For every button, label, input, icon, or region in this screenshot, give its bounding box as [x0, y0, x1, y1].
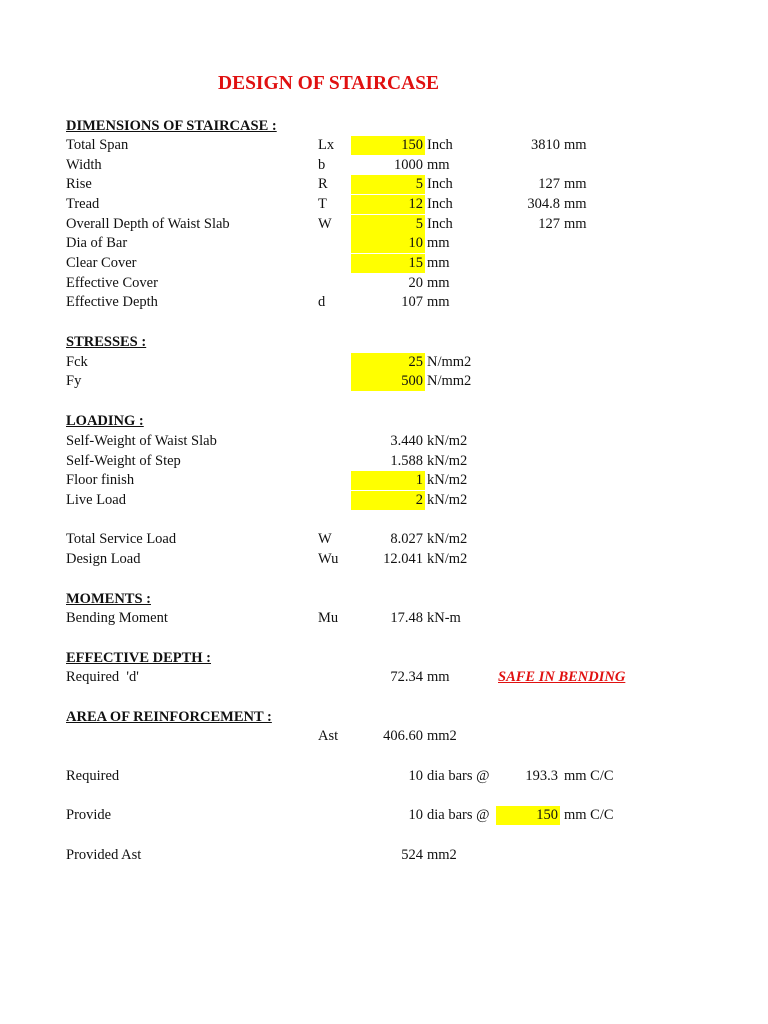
dimension-value: 107 — [401, 294, 423, 310]
ast-symbol: Ast — [318, 728, 339, 744]
dimension-symbol: Lx — [318, 137, 335, 153]
dimension-unit: Inch — [427, 137, 453, 153]
dimension-converted-value: 127 — [538, 176, 560, 192]
required-spacing: 193.3 — [525, 768, 558, 784]
dimension-label: Overall Depth of Waist Slab — [66, 216, 230, 232]
provided-ast-label: Provided Ast — [66, 847, 142, 863]
bending-moment-value: 17.48 — [390, 610, 423, 626]
required-spacing-unit: mm C/C — [564, 768, 614, 784]
stresses-heading: STRESSES : — [66, 334, 147, 350]
dimension-unit: mm — [427, 255, 450, 271]
loading-value: 1.588 — [390, 453, 423, 469]
design-load-unit: kN/m2 — [427, 551, 468, 567]
stress-value[interactable]: 25 — [351, 353, 425, 372]
dimension-label: Width — [66, 157, 102, 173]
dimension-converted-value: 3810 — [531, 137, 560, 153]
dimension-unit: mm — [427, 235, 450, 251]
stress-label: Fck — [66, 354, 88, 370]
dimension-label: Effective Depth — [66, 294, 158, 310]
dimension-value: 1000 — [394, 157, 423, 173]
ast-value: 406.60 — [383, 728, 423, 744]
loading-unit: kN/m2 — [427, 453, 468, 469]
required-dia: 10 — [408, 768, 423, 784]
dimension-unit: Inch — [427, 196, 453, 212]
dimension-label: Dia of Bar — [66, 235, 128, 251]
loading-unit: kN/m2 — [427, 472, 468, 488]
dimension-label: Effective Cover — [66, 275, 158, 291]
page-title: DESIGN OF STAIRCASE — [218, 73, 440, 94]
design-load-symbol: Wu — [318, 551, 339, 567]
dimension-unit: Inch — [427, 216, 453, 232]
provide-spacing-unit: mm C/C — [564, 807, 614, 823]
dimension-converted-unit: mm — [564, 137, 587, 153]
dimension-value[interactable]: 15 — [351, 254, 425, 273]
provide-bars-text: dia bars @ — [427, 807, 490, 823]
reinforcement-heading: AREA OF REINFORCEMENT : — [66, 709, 272, 725]
dimension-value[interactable]: 12 — [351, 195, 425, 214]
dimension-converted-unit: mm — [564, 176, 587, 192]
stress-unit: N/mm2 — [427, 373, 472, 389]
dimension-converted-unit: mm — [564, 196, 587, 212]
total-load-value: 8.027 — [390, 531, 423, 547]
loading-value[interactable]: 1 — [351, 471, 425, 490]
design-load-label: Design Load — [66, 551, 141, 567]
required-label: Required — [66, 768, 120, 784]
dimension-converted-value: 304.8 — [527, 196, 560, 212]
dimension-symbol: b — [318, 157, 326, 173]
required-depth-value: 72.34 — [390, 669, 423, 685]
loading-label: Self-Weight of Waist Slab — [66, 433, 217, 449]
required-depth-unit: mm — [427, 669, 450, 685]
safe-status: SAFE IN BENDING — [498, 669, 626, 685]
dimension-value[interactable]: 5 — [351, 215, 425, 234]
dimension-converted-value: 127 — [538, 216, 560, 232]
required-depth-label: Required 'd' — [66, 669, 139, 685]
dimension-value[interactable]: 10 — [351, 234, 425, 253]
dimension-unit: mm — [427, 294, 450, 310]
dimension-symbol: T — [318, 196, 327, 212]
dimension-symbol: d — [318, 294, 326, 310]
dimension-label: Rise — [66, 176, 92, 192]
provide-label: Provide — [66, 807, 112, 823]
stress-value[interactable]: 500 — [351, 372, 425, 391]
dimension-value[interactable]: 150 — [351, 136, 425, 155]
stress-unit: N/mm2 — [427, 354, 472, 370]
dimension-label: Total Span — [66, 137, 129, 153]
bending-moment-label: Bending Moment — [66, 610, 168, 626]
loading-unit: kN/m2 — [427, 433, 468, 449]
required-bars-text: dia bars @ — [427, 768, 490, 784]
bending-moment-symbol: Mu — [318, 610, 339, 626]
provided-ast-unit: mm2 — [427, 847, 457, 863]
stress-label: Fy — [66, 373, 82, 389]
loading-label: Floor finish — [66, 472, 135, 488]
dimension-symbol: R — [318, 176, 328, 192]
dimension-symbol: W — [318, 216, 332, 232]
dimension-value: 20 — [408, 275, 423, 291]
dimension-converted-unit: mm — [564, 216, 587, 232]
loading-unit: kN/m2 — [427, 492, 468, 508]
provided-ast-value: 524 — [401, 847, 423, 863]
total-load-unit: kN/m2 — [427, 531, 468, 547]
bending-moment-unit: kN-m — [427, 610, 461, 626]
loading-label: Self-Weight of Step — [66, 453, 181, 469]
provide-dia: 10 — [408, 807, 423, 823]
total-load-label: Total Service Load — [66, 531, 177, 547]
provide-spacing[interactable]: 150 — [496, 806, 560, 825]
loading-value: 3.440 — [390, 433, 423, 449]
loading-label: Live Load — [66, 492, 126, 508]
dimension-value[interactable]: 5 — [351, 175, 425, 194]
total-load-symbol: W — [318, 531, 332, 547]
dimension-label: Clear Cover — [66, 255, 137, 271]
dimensions-heading: DIMENSIONS OF STAIRCASE : — [66, 118, 277, 134]
loading-value[interactable]: 2 — [351, 491, 425, 510]
moments-heading: MOMENTS : — [66, 591, 151, 607]
design-load-value: 12.041 — [383, 551, 423, 567]
effective-depth-heading: EFFECTIVE DEPTH : — [66, 650, 212, 666]
dimension-unit: mm — [427, 275, 450, 291]
loading-heading: LOADING : — [66, 413, 144, 429]
ast-unit: mm2 — [427, 728, 457, 744]
dimension-unit: mm — [427, 157, 450, 173]
dimension-label: Tread — [66, 196, 100, 212]
dimension-unit: Inch — [427, 176, 453, 192]
